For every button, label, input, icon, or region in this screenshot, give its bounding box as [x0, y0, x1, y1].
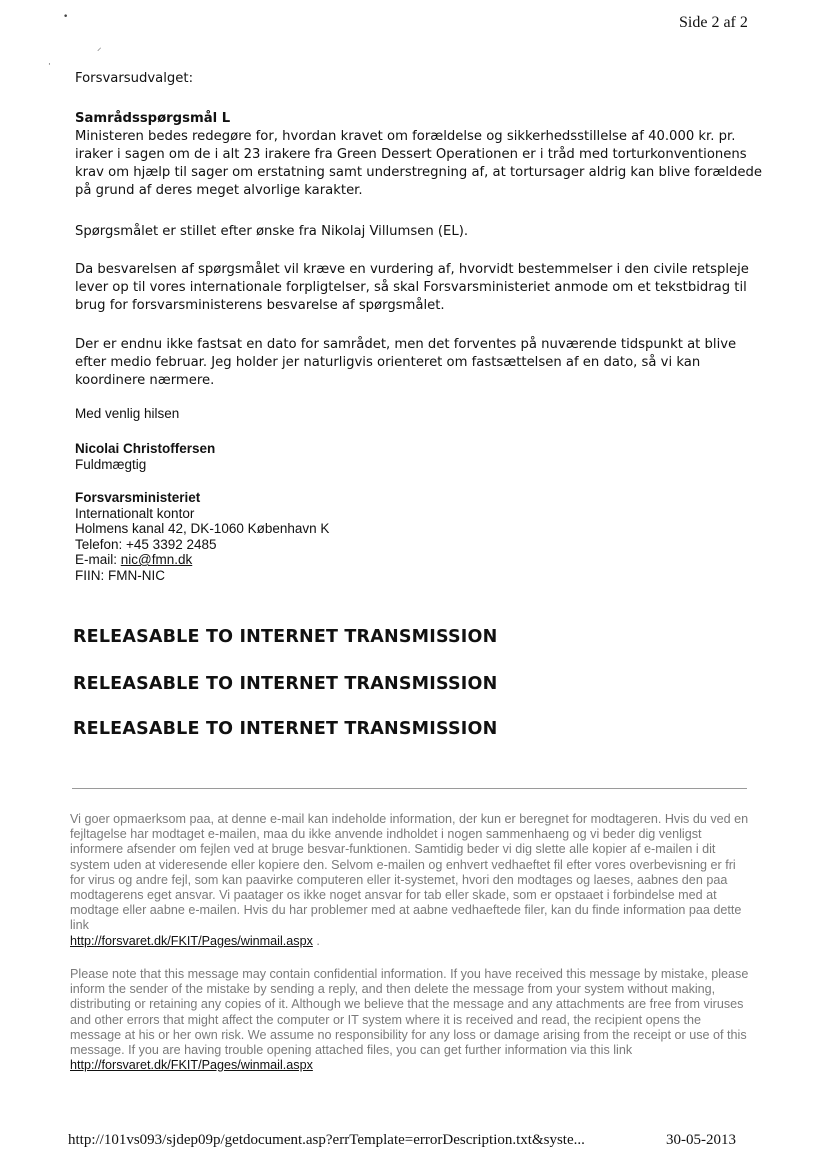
question-heading: Samrådsspørgsmål L: [75, 111, 231, 126]
release-line-2: RELEASABLE TO INTERNET TRANSMISSION: [73, 674, 498, 694]
email-label: E-mail:: [75, 552, 121, 567]
footer-date: 30-05-2013: [666, 1132, 736, 1148]
disclaimer-danish-text: Vi goer opmaerksom paa, at denne e-mail kan indeholde information, der kun er beregnet for modtageren. Hvis du ved en fejltagelse har modtaget e-mailen, maa du ikke anvende indholdet i nogen sammenhaeng og vi beder dig venligst informere afsender om fejlen ved at bruge besvar-funktionen. Samtidig beder vi dig slette alle kopier af e-mailen i dit system uden at videresende eller kopiere den. Selvom e-mailen og enhvert vedhaeftet fil efter vores overbevisning er fri for virus og andre fejl, som kan paavirke computeren eller it-systemet, hvori den modtages og laeses, aabnes den paa modtagerens eget ansvar. Vi paatager os ikke noget ansvar for tab eller skade, som er opstaaet i forbindelse med at modtage eller aabne e-mailen. Hvis du har problemer med at aabne vedhaeftede filer, kan du finde information paa dette link: [70, 812, 749, 933]
signature-person: [75, 441, 765, 473]
closing: Med venlig hilsen: [75, 406, 180, 421]
recipient: Forsvarsudvalget:: [75, 71, 194, 86]
page-number: Side 2 af 2: [679, 14, 748, 31]
release-line-1: RELEASABLE TO INTERNET TRANSMISSION: [73, 627, 498, 647]
question-text: Ministeren bedes redegøre for, hvordan kravet om forældelse og sikkerhedsstillelse af 40.000 kr. pr. iraker i sagen om de i alt 23 irakere fra Green Dessert Operationen er i tråd med torturkonventionens krav om hjælp til sager om erstatning samt understregning af, at tortursager aldrig kan blive forældede på grund af deres meget alvorlige karakter.: [75, 129, 762, 198]
paragraph-3: Der er endnu ikke fastsat en dato for samrådet, men det forventes på nuværende tidspunkt at blive efter medio februar. Jeg holder jer naturligvis orienteret om fastsættelsen af en dato, så vi kan koordinere nærmere.: [75, 337, 737, 388]
paragraph-2: Da besvarelsen af spørgsmålet vil kræve en vurdering af, hvorvidt bestemmelser i den civile retspleje lever op til vores internationale forpligtelser, så skal Forsvarsministeriet anmode om et tekstbidrag til brug for forsvarsministerens besvarelse af spørgsmålet.: [75, 262, 749, 313]
signature-email-line: [75, 552, 765, 568]
scan-speck: ·: [48, 60, 51, 70]
disclaimer-danish: [70, 812, 750, 949]
disclaimer-english-text: Please note that this message may contain confidential information. If you have received this message by mistake, please inform the sender of the mistake by sending a reply, and then delete the message from your system without making, distributing or retaining any copies of it. Although we believe that the message and any attachments are free from viruses and other errors that might affect the computer or IT system where it is received and read, the recipient opens the message at his or her own risk. We assume no responsibility for any loss or damage arising from the receipt or use of this message. If you are having trouble opening attached files, you can get further information via this link: [70, 967, 749, 1058]
footer-url: http://101vs093/sjdep09p/getdocument.asp?errTemplate=errorDescription.txt&syste...: [68, 1132, 585, 1148]
signature-org-name: Forsvarsministeriet: [75, 490, 201, 505]
question-block: [75, 110, 765, 200]
asked-by: Spørgsmålet er stillet efter ønske fra Nikolaj Villumsen (EL).: [75, 224, 469, 239]
trailing-dot: .: [312, 933, 320, 948]
divider: [72, 788, 747, 789]
scan-speck: ⸍: [97, 47, 102, 57]
winmail-link-da[interactable]: http://forsvaret.dk/FKIT/Pages/winmail.aspx: [70, 933, 313, 948]
signature-title: Fuldmægtig: [75, 457, 147, 472]
disclaimer-english: [70, 967, 750, 1073]
signature-department: Internationalt kontor: [75, 505, 195, 521]
winmail-link-en[interactable]: http://forsvaret.dk/FKIT/Pages/winmail.aspx: [70, 1058, 313, 1073]
signature-name: Nicolai Christoffersen: [75, 441, 216, 456]
email-link[interactable]: nic@fmn.dk: [120, 552, 193, 567]
scan-speck: •: [63, 12, 69, 22]
signature-fiin: FIIN: FMN-NIC: [75, 567, 165, 583]
signature-org: [75, 490, 765, 583]
signature-phone: Telefon: +45 3392 2485: [75, 536, 217, 552]
signature-address: Holmens kanal 42, DK-1060 København K: [75, 521, 330, 536]
release-line-3: RELEASABLE TO INTERNET TRANSMISSION: [73, 719, 498, 739]
